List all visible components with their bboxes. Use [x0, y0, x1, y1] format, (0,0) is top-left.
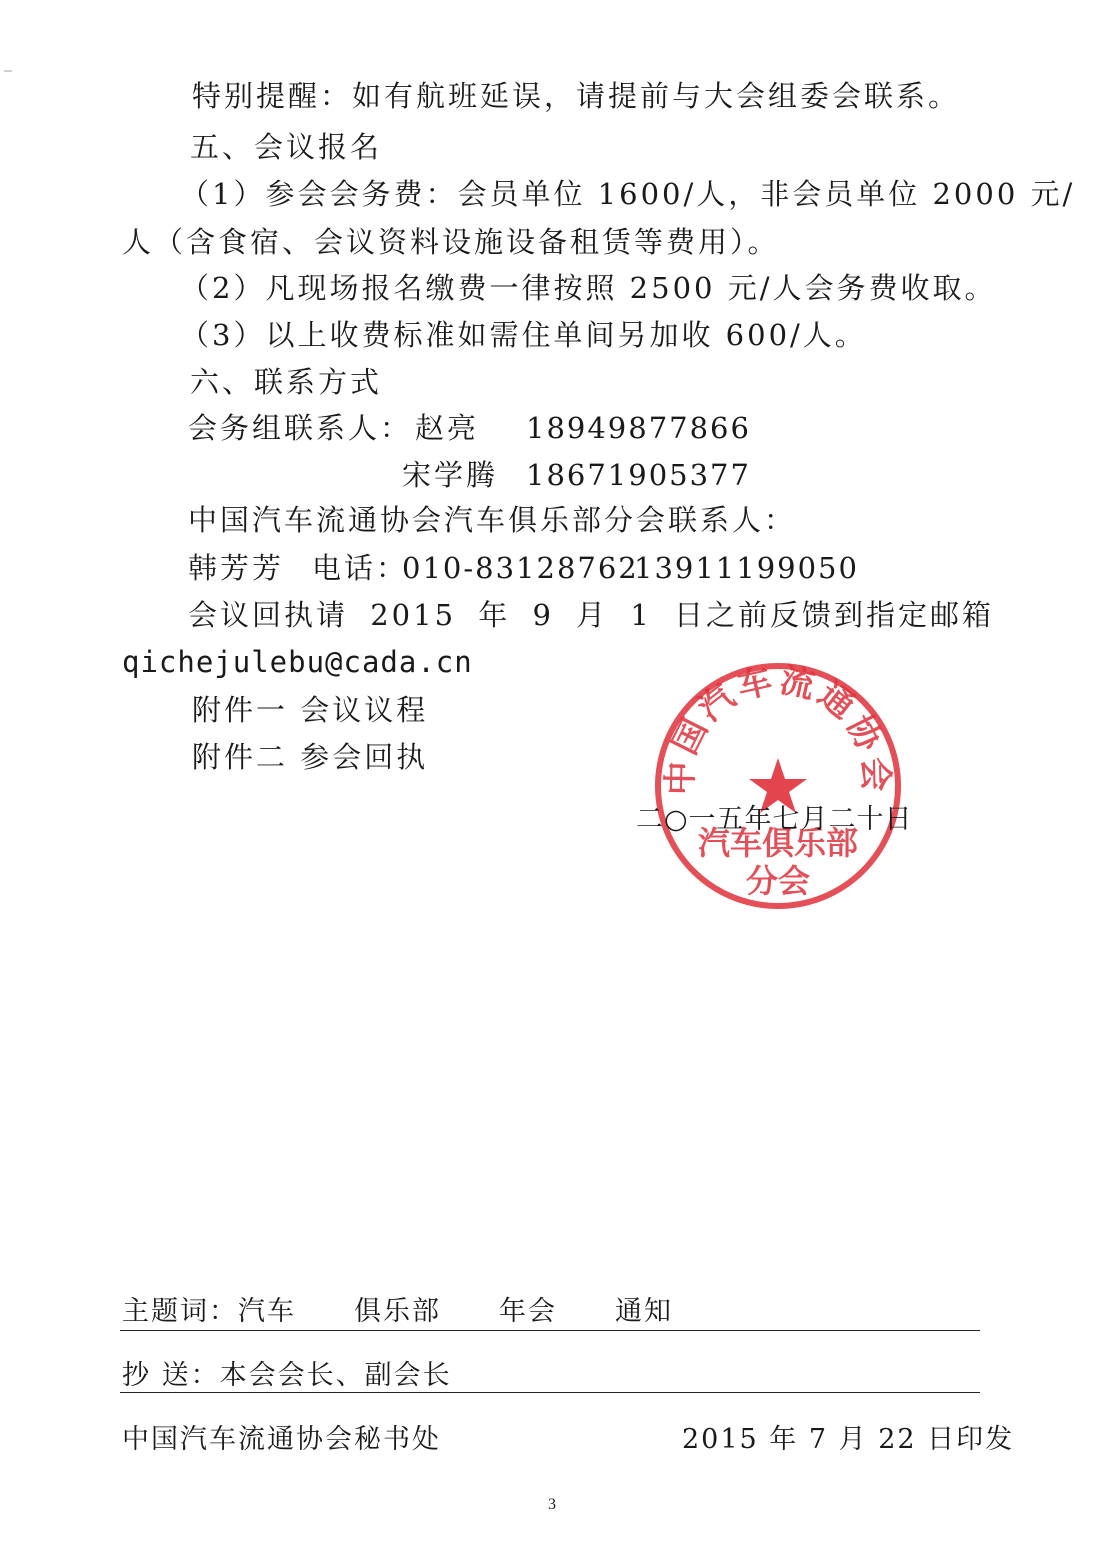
official-seal [652, 660, 904, 912]
keywords-row [122, 1294, 731, 1330]
issue-date-signature: 二○一五年七月二十日 [636, 804, 913, 835]
divider [120, 1392, 980, 1393]
association-tel: 010-83128762 [402, 551, 639, 585]
contact-2-phone: 18671905377 [526, 458, 751, 492]
page-number: 3 [548, 1496, 556, 1513]
fee-item-1-line-2: 人（含食宿、会议资料设施设备租赁等费用）。 [122, 225, 780, 259]
attachment-1: 附件一 会议议程 [192, 693, 429, 727]
issuer: 中国汽车流通协会秘书处 [122, 1424, 441, 1455]
seal-outer-text: 中国汽车流通协会 [660, 660, 896, 796]
scan-artifact [4, 70, 12, 72]
divider [120, 1330, 980, 1331]
keyword: 年会 [499, 1296, 557, 1327]
seal-line-1: 汽车俱乐部 [697, 824, 859, 862]
keyword: 通知 [615, 1296, 673, 1327]
attachment-2: 附件二 参会回执 [192, 740, 429, 774]
contact-1-phone: 18949877866 [526, 411, 751, 445]
cc-label: 抄 送： [122, 1360, 220, 1391]
reply-deadline: 会议回执请 2015 年 9 月 1 日之前反馈到指定邮箱 [188, 598, 995, 632]
association-tel-label: 电话： [312, 551, 409, 585]
special-reminder: 特别提醒：如有航班延误，请提前与大会组委会联系。 [192, 79, 961, 113]
association-mobile: 13911199050 [634, 551, 859, 585]
section-6-heading: 六、联系方式 [190, 365, 383, 399]
section-5-heading: 五、会议报名 [190, 130, 383, 164]
contact-group-label: 会务组联系人： [188, 411, 413, 445]
cc-row [122, 1358, 452, 1394]
reply-email: qichejulebu@cada.cn [122, 645, 473, 679]
contact-1-name: 赵亮 [415, 411, 480, 445]
fee-item-2: （2）凡现场报名缴费一律按照 2500 元/人会务费收取。 [180, 271, 997, 305]
keywords-label: 主题词： [122, 1296, 238, 1327]
contact-2-name: 宋学腾 [402, 458, 499, 492]
association-contact-name: 韩芳芳 [188, 551, 285, 585]
cc-value: 本会会长、副会长 [219, 1360, 452, 1391]
keyword: 汽车 [238, 1296, 296, 1327]
association-contact-label: 中国汽车流通协会汽车俱乐部分会联系人： [188, 503, 797, 537]
keyword: 俱乐部 [354, 1296, 441, 1327]
fee-item-1-line-1: （1）参会会务费：会员单位 1600/人，非会员单位 2000 元/ [180, 177, 1076, 211]
print-date: 2015 年 7 月 22 日印发 [682, 1424, 1015, 1455]
seal-line-2: 分会 [745, 862, 811, 900]
fee-item-3: （3）以上收费标准如需住单间另加收 600/人。 [180, 318, 867, 352]
